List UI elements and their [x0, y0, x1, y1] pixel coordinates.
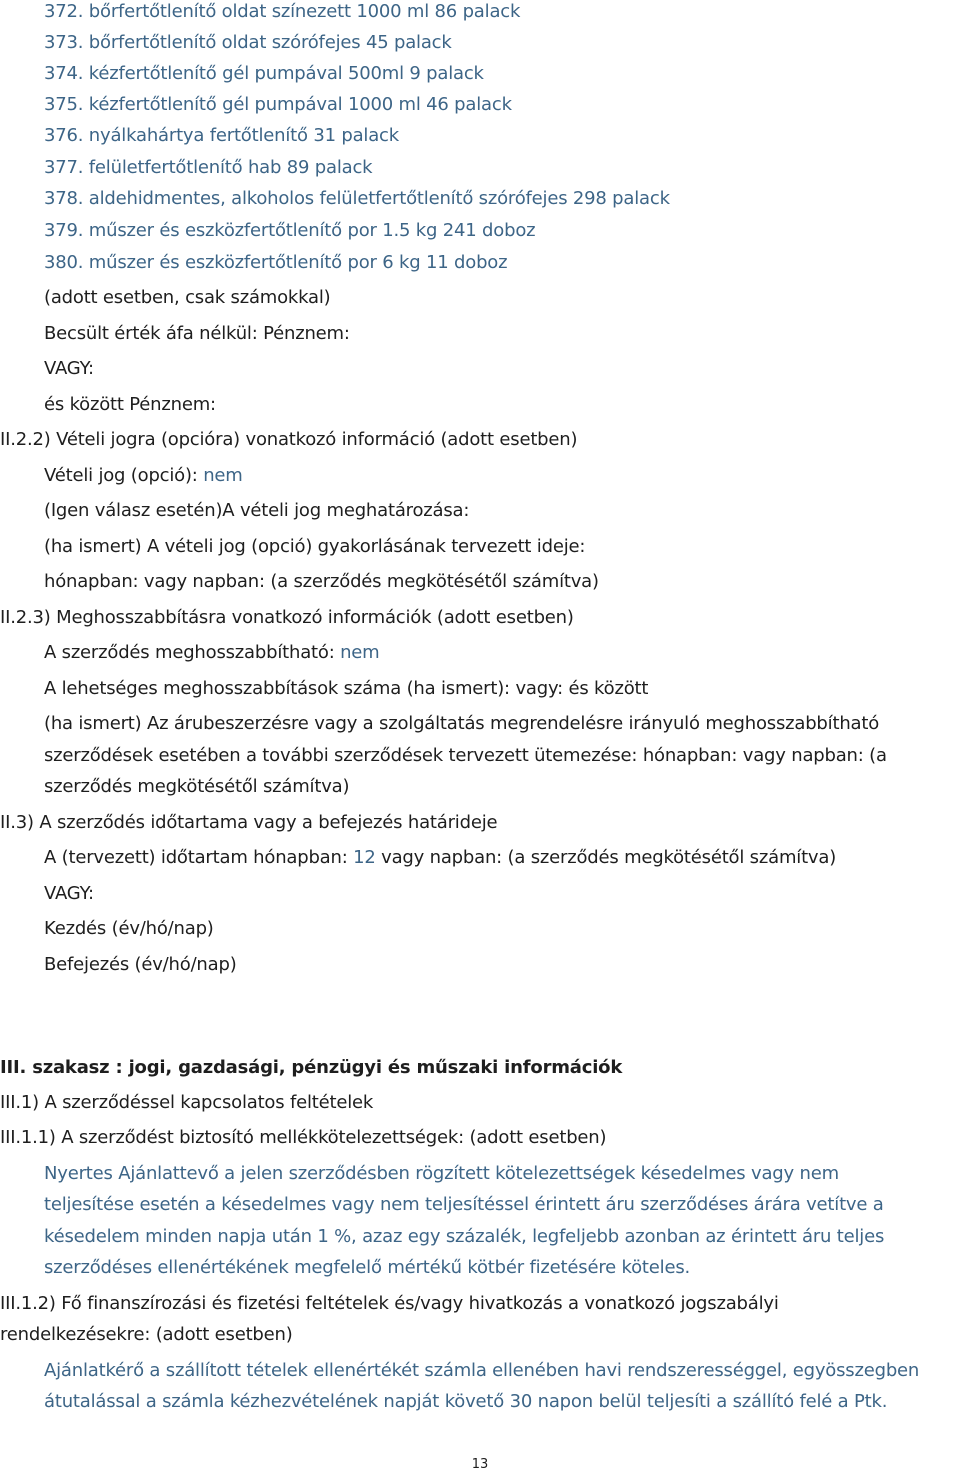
section-heading-iii1: III.1) A szerződéssel kapcsolatos feltételek [0, 1092, 374, 1113]
list-item: 377. felületfertőtlenítő hab 89 palack [44, 157, 373, 178]
list-item: 373. bőrfertőtlenítő oldat szórófejes 45 palack [44, 32, 452, 53]
section-title-iii: III. szakasz : jogi, gazdasági, pénzügyi és műszaki információk [0, 1057, 623, 1078]
list-item: 380. műszer és eszközfertőtlenítő por 6 kg 11 doboz [44, 252, 508, 273]
option-planned-time-label: (ha ismert) A vételi jog (opció) gyakorlásának tervezett ideje: [44, 536, 586, 557]
end-date-label: Befejezés (év/hó/nap) [44, 954, 237, 975]
renewable-label: A szerződés meghosszabbítható: [44, 642, 341, 663]
list-item: 378. aldehidmentes, alkoholos felületfertőtlenítő szórófejes 298 palack [44, 188, 670, 209]
estimated-value-label: Becsült érték áfa nélkül: Pénznem: [44, 323, 350, 344]
payment-text-line: átutalással a számla kézhezvételének napját követő 30 napon belül teljesíti a szállító felé a Ptk. [44, 1391, 888, 1412]
payment-text-line: Ajánlatkérő a szállított tételek ellenértékét számla ellenében havi rendszerességgel, egyösszegben [44, 1360, 920, 1381]
list-item: 375. kézfertőtlenítő gél pumpával 1000 ml 46 palack [44, 94, 512, 115]
or-label: VAGY: [44, 358, 94, 379]
option-value: nem [203, 465, 243, 486]
option-definition-label: (Igen válasz esetén)A vételi jog meghatározása: [44, 500, 470, 521]
section-heading-iii12-cont: rendelkezésekre: (adott esetben) [0, 1324, 293, 1345]
list-item: 372. bőrfertőtlenítő oldat színezett 1000 ml 86 palack [44, 1, 521, 22]
page-number: 13 [471, 1457, 489, 1472]
penalty-text-line: teljesítése esetén a késedelmes vagy nem teljesítéssel érintett áru szerződéses árára vetítve a [44, 1194, 884, 1215]
or-label: VAGY: [44, 883, 94, 904]
section-heading-ii23: II.2.3) Meghosszabbításra vonatkozó információk (adott esetben) [0, 607, 574, 628]
section-heading-iii11: III.1.1) A szerződést biztosító mellékkötelezettségek: (adott esetben) [0, 1127, 607, 1148]
renewal-schedule-line: (ha ismert) Az árubeszerzésre vagy a szolgáltatás megrendelésre irányuló meghosszabbítható [44, 713, 880, 734]
penalty-text-line: Nyertes Ajánlattevő a jelen szerződésben rögzített kötelezettségek késedelmes vagy nem [44, 1163, 839, 1184]
between-currency-label: és között Pénznem: [44, 394, 216, 415]
renewal-schedule-line: szerződések esetében a további szerződések tervezett ütemezése: hónapban: vagy napban: (a [44, 745, 887, 766]
numbers-only-note: (adott esetben, csak számokkal) [44, 287, 331, 308]
list-item: 379. műszer és eszközfertőtlenítő por 1.5 kg 241 doboz [44, 220, 536, 241]
list-item: 376. nyálkahártya fertőtlenítő 31 palack [44, 125, 399, 146]
penalty-text-line: szerződéses ellenértékének megfelelő mértékű kötbér fizetésére köteles. [44, 1257, 691, 1278]
renewable-value: nem [340, 642, 380, 663]
duration-prefix: A (tervezett) időtartam hónapban: [44, 847, 354, 868]
section-heading-ii22: II.2.2) Vételi jogra (opcióra) vonatkozó információ (adott esetben) [0, 429, 578, 450]
renewable-line [44, 641, 380, 665]
duration-suffix: vagy napban: (a szerződés megkötésétől számítva) [375, 847, 837, 868]
start-date-label: Kezdés (év/hó/nap) [44, 918, 214, 939]
option-label: Vételi jog (opció): [44, 465, 204, 486]
section-heading-ii3: II.3) A szerződés időtartama vagy a befejezés határideje [0, 812, 498, 833]
option-months-days-label: hónapban: vagy napban: (a szerződés megkötésétől számítva) [44, 571, 599, 592]
option-line [44, 464, 243, 488]
duration-months-value: 12 [353, 847, 376, 868]
penalty-text-line: késedelem minden napja után 1 %, azaz egy százalék, legfeljebb azonban az érintett áru teljes [44, 1226, 885, 1247]
renewal-count-label: A lehetséges meghosszabbítások száma (ha ismert): vagy: és között [44, 678, 649, 699]
section-heading-iii12: III.1.2) Fő finanszírozási és fizetési feltételek és/vagy hivatkozás a vonatkozó jogszabályi [0, 1293, 779, 1314]
list-item: 374. kézfertőtlenítő gél pumpával 500ml 9 palack [44, 63, 484, 84]
duration-line [44, 846, 836, 870]
renewal-schedule-line: szerződés megkötésétől számítva) [44, 776, 350, 797]
